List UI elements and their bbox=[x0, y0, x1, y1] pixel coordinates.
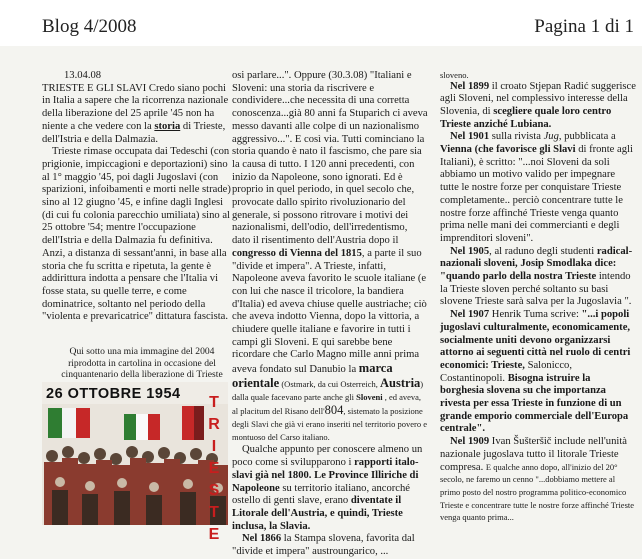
sloveni-word: Sloveni bbox=[356, 391, 383, 402]
notes-intro: Qualche appunto per conoscere almeno un poco come si svilupparono i bbox=[232, 444, 423, 469]
post-date: 13.04.08 bbox=[64, 70, 102, 81]
year-1905: Nel 1905 bbox=[450, 245, 490, 257]
ostmark-note: (Ostmark, da cui Osterreich, bbox=[279, 378, 381, 389]
paragraph-occupation: Trieste rimase occupata dai Tedeschi (con prigionie, impiccagioni e deportazioni) sino al 1° maggio '45, poi dagli Jugoslavi (con sparizioni, infoibamenti e morti nelle strade) sino al 12 giugno '45, e infine dagli Inglesi (di cui fu colonia parecchio umiliata) sino al 25 ottobre '54; mentre l'occupazione dell'Istria e della Dalmazia fu definitiva. Anzi, a distanza di sessant'anni, in base alla storia che fu scritta e ripetuta, la gente è addirittura indotta a pensare che l'Italia vi fosse stata, su quelle terre, e come dominatrice, soltanto nel periodo della "violenta e prevaricatrice" dittatura fascista. bbox=[42, 146, 231, 323]
province-illiriche: Le Province Illiriche di Napoleone bbox=[232, 469, 419, 494]
poster-image bbox=[42, 382, 228, 525]
text-1899: il croato Stjepan Radić suggerisce agli Sloveni, nel complessivo interesse della Slovenia, di bbox=[440, 80, 636, 117]
text-1901-quote: di fronte agli Italiani), è scritto: "...noi Sloveni da soli abbiamo un motivo valido per impegnare tutte le nostre forze per conquistare Trieste completamente.. perciò concentrare tutte le nostre forze affinché Trieste venga quanto prima nelle mani dei commercianti e degli imprenditori sloveni". bbox=[440, 144, 633, 244]
intro-text: TRIESTE E GLI SLAVI Credo siano pochi in Italia a sapere che la ricorrenza nazionale della liberazione del 25 aprile '45 non ha niente a che vedere con la bbox=[42, 82, 229, 132]
column-middle bbox=[232, 70, 428, 559]
paragraph-1866 bbox=[232, 533, 428, 558]
intro-text-end: di Trieste, dell'Istria e della Dalmazia. bbox=[42, 120, 226, 145]
blog-title: Blog 4/2008 bbox=[42, 16, 137, 37]
text-1909: Ivan Šušteršič include nell'unità nazionale jugoslava tutto il litorale Trieste compresa. bbox=[440, 436, 627, 473]
poster-title: 26 OTTOBRE 1954 bbox=[46, 386, 181, 402]
history-text: osi parlare...". Oppure (30.3.08) "Italiani e Sloveni: una storia da riscrivere e condividere...che necessita di una corretta conoscenza...già 80 anni fa Stuparich ci aveva messo davanti alle colpe di un nazionalismo aggressivo...". E così via. Tutti cominciano la storia quando è nato il fascismo, che pare sia la causa di tutto. I 120 anni precedenti, con inizio da Napoleone, sono ignorati. Ed è proprio in quel periodo, in quel secolo che, provocate dallo spirito rivoluzionario del generale, si possono ritrovare i motivi dei nazionalismi, dell'odio, dell'irredentismo, dato il risentimento dell'Austria dopo il bbox=[232, 70, 428, 247]
image-caption: Qui sotto una mia immagine del 2004 riprodotta in cartolina in occasione del cinquantenario della liberazione di Trieste bbox=[61, 346, 223, 381]
congress-vienna: congresso di Vienna del 1815 bbox=[232, 247, 362, 259]
text-1901-b: , pubblicata a bbox=[558, 131, 616, 143]
letter-e2: E bbox=[208, 526, 220, 543]
jug-magazine: Jug bbox=[543, 131, 559, 143]
continued-word: sloveno. bbox=[440, 70, 469, 80]
carso-note: , sistemato la posizione degli Slavi che già vi erano inseriti nel territorio povero e montuoso del Carso italiano. bbox=[232, 406, 427, 442]
vertical-trieste-label bbox=[204, 392, 224, 546]
text-1866: la Stampa slovena, favorita dal "divide et impera" austroungarico, ... bbox=[232, 533, 415, 558]
year-804: 804 bbox=[324, 403, 344, 418]
marca-orientale: marca orientale bbox=[232, 361, 393, 390]
column-left bbox=[42, 70, 232, 324]
year-1899: Nel 1899 bbox=[450, 80, 490, 92]
paragraph-history bbox=[232, 70, 428, 444]
text-1907-end: Bisogna istruire la borghesia slovena su che importanza rivesta per essa Trieste in funzione di un grande emporio commerciale dell'Europa centrale". bbox=[440, 372, 629, 435]
text-1907-cities: Salonicco, Costantinopoli. bbox=[440, 359, 572, 384]
paragraph-1899 bbox=[440, 81, 636, 132]
year-1866: Nel 1866 bbox=[242, 533, 282, 545]
notes-text: su territorio italiano, ancorché ostello di genti slave, erano bbox=[232, 482, 410, 507]
austria-word: Austria bbox=[380, 375, 421, 390]
paragraph-1905 bbox=[440, 246, 636, 310]
text-1905: , al raduno degli studenti bbox=[489, 245, 597, 257]
year-1909: Nel 1909 bbox=[450, 436, 490, 448]
paragraph-intro bbox=[42, 83, 232, 147]
text-1907: Henrik Tuma scrive: bbox=[489, 309, 582, 321]
austria-note: ) dalla quale facevano parte anche gli bbox=[232, 378, 424, 402]
letter-e: E bbox=[208, 460, 220, 477]
placitum-note: , ed aveva, al placitum del Risano dell' bbox=[232, 391, 422, 417]
text-1905-bold: radical-nazionali sloveni, Josip Smodlaka dice: "quando parlo della nostra Trieste bbox=[440, 245, 633, 283]
letter-s: S bbox=[208, 482, 220, 499]
column-right bbox=[440, 70, 636, 525]
text-1899-bold: scegliere quale loro centro Trieste anziché Lubiana. bbox=[440, 105, 612, 130]
history-text-2: , a parte il suo "divide et impera". A Trieste, infatti, Napoleone aveva favorito le scuole italiane (e con lui che nasce il tricolore, la bandiera d'Italia) ed aveva chiuse quelle austriache; ciò che aveva indotto Vienna, dopo la vittoria, a chiudere quelle italiane e favorire in tutti i campi gli Sloveni. E qui sarebbe bene ricordare che Carlo Magno mille anni prima aveva fondato sul Danubio la bbox=[232, 247, 427, 376]
paragraph-notes bbox=[232, 444, 428, 533]
letter-t: T bbox=[209, 394, 219, 411]
text-1901: sulla rivista bbox=[489, 131, 544, 143]
letter-t2: T bbox=[209, 504, 219, 521]
paragraph-1909 bbox=[440, 436, 636, 525]
text-1901-bold: Vienna (che favorisce gli Slavi bbox=[440, 144, 576, 156]
year-1907: Nel 1907 bbox=[450, 309, 490, 321]
paragraph-1907 bbox=[440, 309, 636, 436]
letter-i: I bbox=[211, 438, 217, 455]
paragraph-1901 bbox=[440, 131, 636, 245]
year-1901: Nel 1901 bbox=[450, 131, 490, 143]
rapporti-heading: rapporti italo-slavi già nel 1800. bbox=[232, 457, 419, 481]
text-1909-small: E qualche anno dopo, all'inizio del 20° secolo, ne faremo un cenno "...dobbiamo mettere al primo posto del nostro programma politico-economico Trieste e concentrare tutte le nostre forze affinché Trieste venga quanto prima... bbox=[440, 461, 635, 523]
text-1907-bold: "...i popoli jugoslavi culturalmente, economicamente, socialmente uniti devono organizzarsi attorno ai seguenti città nel ruolo di centri economici: Trieste, bbox=[440, 309, 631, 371]
page-indicator: Pagina 1 di 1 bbox=[534, 16, 634, 37]
print-header bbox=[0, 0, 642, 46]
crowd-illustration bbox=[42, 404, 228, 525]
storia-link[interactable]: storia bbox=[154, 120, 181, 132]
litorale-text: diventate il Litorale dell'Austria, e quindi, Trieste inclusa, la Slavia. bbox=[232, 495, 403, 532]
letter-r: R bbox=[208, 416, 220, 433]
text-1905-end: intendo la Trieste sloven perché soltanto su basi slovene Trieste sarà salva per la Jugoslavia ". bbox=[440, 271, 632, 308]
